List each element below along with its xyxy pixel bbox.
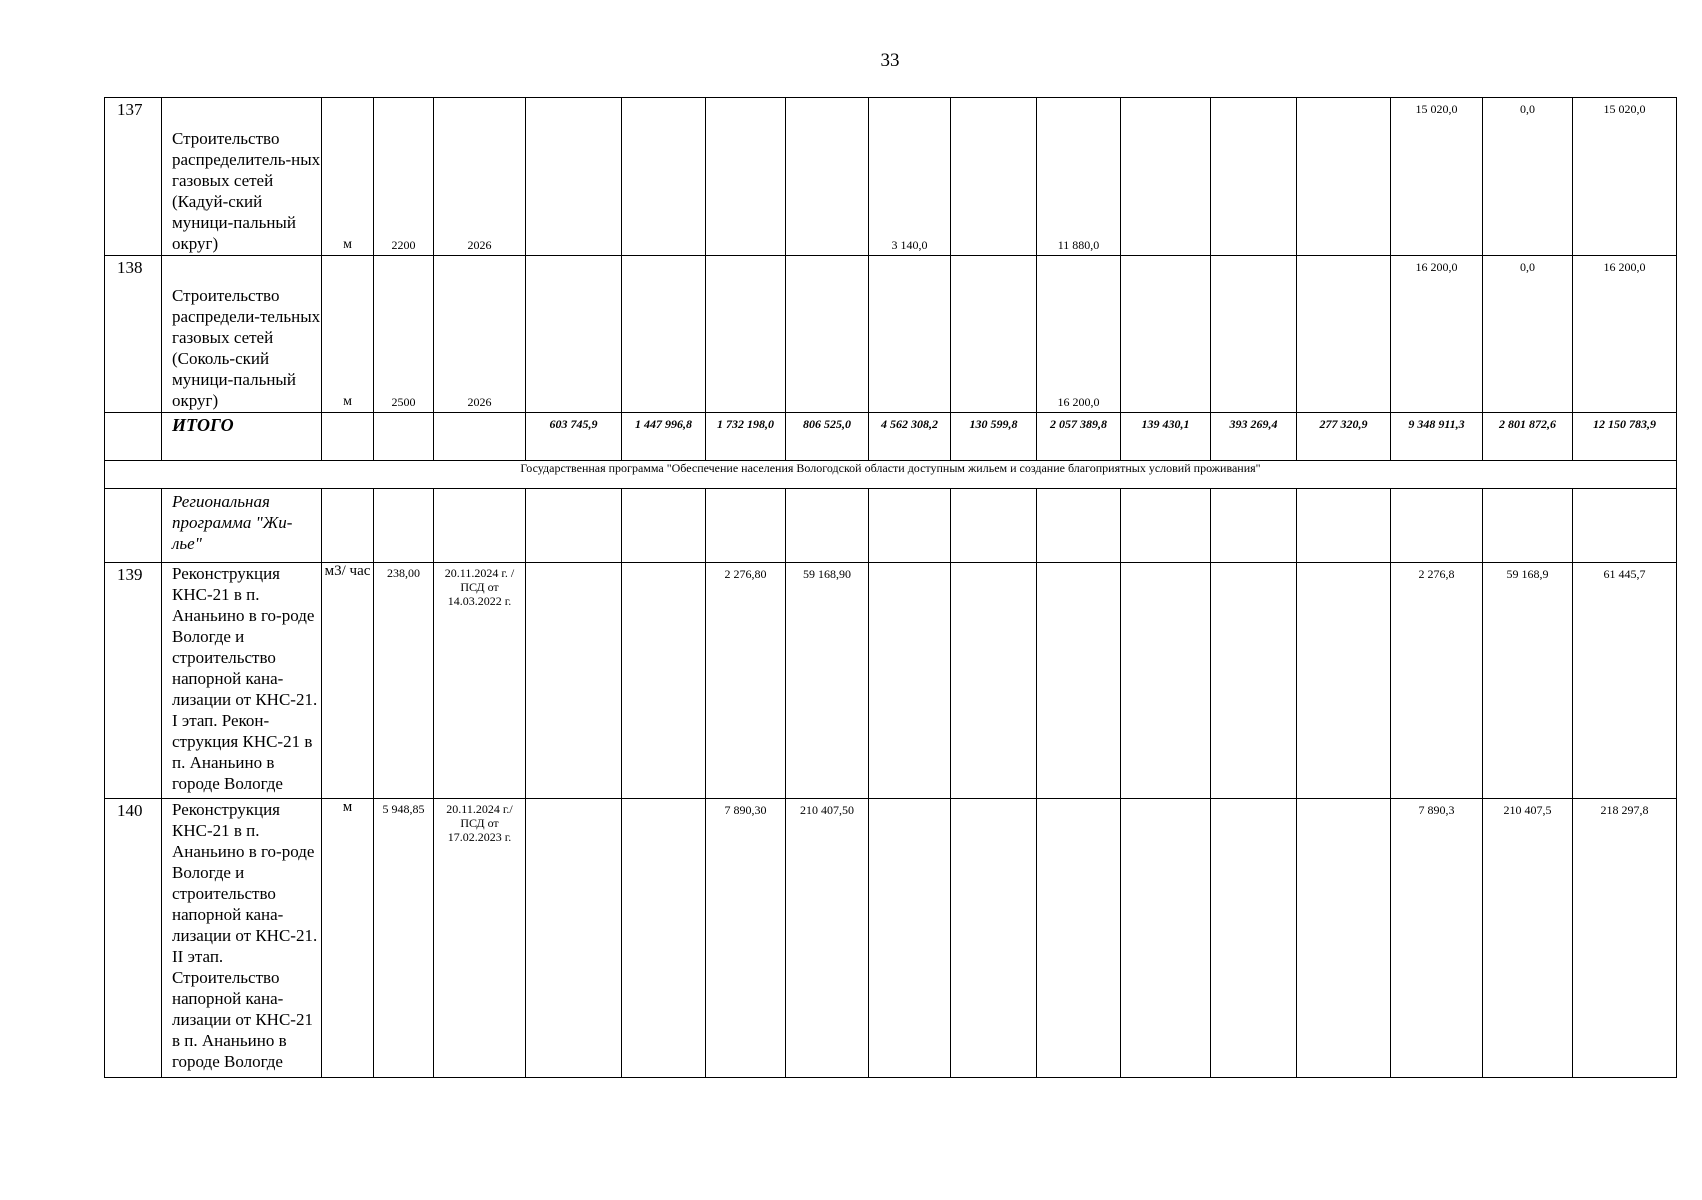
cell-empty <box>1211 489 1297 563</box>
unit: м <box>322 98 374 256</box>
cell-empty <box>1121 98 1211 256</box>
cell-empty <box>706 98 786 256</box>
object-name: Реконструкция КНС-21 в п. Ананьино в го-роде Вологде и строительство напорной кана-лизации от КНС-21. II этап. Строительство напорной кана-лизации от КНС-21 в п. Ананьино в городе Вологде <box>162 799 322 1078</box>
total-value: 2 057 389,8 <box>1037 413 1121 461</box>
total-value: 806 525,0 <box>786 413 869 461</box>
cell-empty <box>1037 489 1121 563</box>
value-cell: 7 890,30 <box>706 799 786 1078</box>
cell-empty <box>1297 256 1391 413</box>
cell-empty <box>1121 489 1211 563</box>
cell-empty <box>869 563 951 799</box>
cell-empty <box>951 563 1037 799</box>
row-number: 140 <box>105 799 162 1078</box>
program-title: Государственная программа "Обеспечение населения Вологодской области доступным жильем и создание благоприятных условий проживания" <box>105 461 1677 489</box>
cell-empty <box>1211 563 1297 799</box>
cell-empty <box>322 489 374 563</box>
table-row <box>105 799 1677 1078</box>
total-value: 603 745,9 <box>526 413 622 461</box>
cell-empty <box>1211 799 1297 1078</box>
cell-empty <box>1297 799 1391 1078</box>
page-number: 33 <box>880 50 900 71</box>
cell-empty <box>374 489 434 563</box>
cell-empty <box>1483 489 1573 563</box>
row-number: 139 <box>105 563 162 799</box>
section-row <box>105 489 1677 563</box>
total-value: 1 447 996,8 <box>622 413 706 461</box>
cell-empty <box>526 799 622 1078</box>
object-name: Реконструкция КНС-21 в п. Ананьино в го-роде Вологде и строительство напорной кана-лизации от КНС-21. I этап. Рекон-струкция КНС-21 в п. Ананьино в городе Вологде <box>162 563 322 799</box>
cell-empty <box>1037 563 1121 799</box>
sum-cell: 7 890,3 <box>1391 799 1483 1078</box>
sum-cell: 16 200,0 <box>1573 256 1677 413</box>
sum-cell: 0,0 <box>1483 256 1573 413</box>
value-cell: 2 276,80 <box>706 563 786 799</box>
cell-empty <box>374 413 434 461</box>
cell-empty <box>786 98 869 256</box>
cell-empty <box>622 799 706 1078</box>
cell-empty <box>706 256 786 413</box>
sum-cell: 59 168,9 <box>1483 563 1573 799</box>
cell-empty <box>1211 256 1297 413</box>
cell-empty <box>1037 799 1121 1078</box>
total-row <box>105 413 1677 461</box>
cell-empty <box>786 489 869 563</box>
value-cell: 210 407,50 <box>786 799 869 1078</box>
sum-cell: 15 020,0 <box>1391 98 1483 256</box>
cell-empty <box>1297 563 1391 799</box>
cell-empty <box>951 98 1037 256</box>
cell-empty <box>622 256 706 413</box>
total-value: 9 348 911,3 <box>1391 413 1483 461</box>
total-value: 1 732 198,0 <box>706 413 786 461</box>
cell-empty <box>951 489 1037 563</box>
row-number: 137 <box>105 98 162 256</box>
object-name-text: Строительство распредели-тельных газовых сетей (Соколь-ский муници-пальный округ) <box>172 286 321 410</box>
capacity: 5 948,85 <box>374 799 434 1078</box>
cell-empty <box>869 489 951 563</box>
cell-empty <box>622 563 706 799</box>
total-label: ИТОГО <box>162 413 322 461</box>
table-row <box>105 256 1677 413</box>
object-name-text: Строительство распределитель-ных газовых сетей (Кадуй-ский муници-пальный округ) <box>172 129 321 253</box>
cell-empty <box>526 256 622 413</box>
cell-empty <box>951 799 1037 1078</box>
regional-program-title: Региональная программа "Жи-лье" <box>162 489 322 563</box>
unit: м <box>322 256 374 413</box>
cell-empty <box>1211 98 1297 256</box>
cell-empty <box>786 256 869 413</box>
unit: м <box>322 799 374 1078</box>
cell-empty <box>951 256 1037 413</box>
cell-empty <box>526 563 622 799</box>
sum-cell: 0,0 <box>1483 98 1573 256</box>
sum-cell: 2 276,8 <box>1391 563 1483 799</box>
cell-empty <box>526 98 622 256</box>
date: 20.11.2024 г. / ПСД от 14.03.2022 г. <box>434 563 526 799</box>
cell-empty <box>434 489 526 563</box>
date: 20.11.2024 г./ ПСД от 17.02.2023 г. <box>434 799 526 1078</box>
cell-empty <box>105 413 162 461</box>
total-value: 12 150 783,9 <box>1573 413 1677 461</box>
total-value: 393 269,4 <box>1211 413 1297 461</box>
table-row <box>105 98 1677 256</box>
cell-empty <box>434 413 526 461</box>
cell-empty <box>706 489 786 563</box>
unit: м3/ час <box>322 563 374 799</box>
row-number: 138 <box>105 256 162 413</box>
cell-empty <box>322 413 374 461</box>
cell-empty <box>105 489 162 563</box>
total-value: 130 599,8 <box>951 413 1037 461</box>
date: 2026 <box>434 98 526 256</box>
cell-empty <box>1121 256 1211 413</box>
value-cell: 11 880,0 <box>1037 98 1121 256</box>
value-cell: 59 168,90 <box>786 563 869 799</box>
total-value: 139 430,1 <box>1121 413 1211 461</box>
cell-empty <box>1573 489 1677 563</box>
date: 2026 <box>434 256 526 413</box>
cell-empty <box>622 489 706 563</box>
cell-empty <box>869 799 951 1078</box>
cell-empty <box>1297 489 1391 563</box>
object-name <box>162 256 322 413</box>
sum-cell: 15 020,0 <box>1573 98 1677 256</box>
value-cell: 3 140,0 <box>869 98 951 256</box>
total-value: 277 320,9 <box>1297 413 1391 461</box>
capacity: 238,00 <box>374 563 434 799</box>
program-row <box>105 461 1677 489</box>
cell-empty <box>1121 563 1211 799</box>
cell-empty <box>526 489 622 563</box>
investment-table <box>104 97 1677 1078</box>
total-value: 4 562 308,2 <box>869 413 951 461</box>
sum-cell: 16 200,0 <box>1391 256 1483 413</box>
sum-cell: 61 445,7 <box>1573 563 1677 799</box>
cell-empty <box>622 98 706 256</box>
cell-empty <box>1121 799 1211 1078</box>
cell-empty <box>1297 98 1391 256</box>
capacity: 2200 <box>374 98 434 256</box>
sum-cell: 210 407,5 <box>1483 799 1573 1078</box>
cell-empty <box>869 256 951 413</box>
object-name <box>162 98 322 256</box>
value-cell: 16 200,0 <box>1037 256 1121 413</box>
cell-empty <box>1391 489 1483 563</box>
table-row <box>105 563 1677 799</box>
capacity: 2500 <box>374 256 434 413</box>
sum-cell: 218 297,8 <box>1573 799 1677 1078</box>
total-value: 2 801 872,6 <box>1483 413 1573 461</box>
